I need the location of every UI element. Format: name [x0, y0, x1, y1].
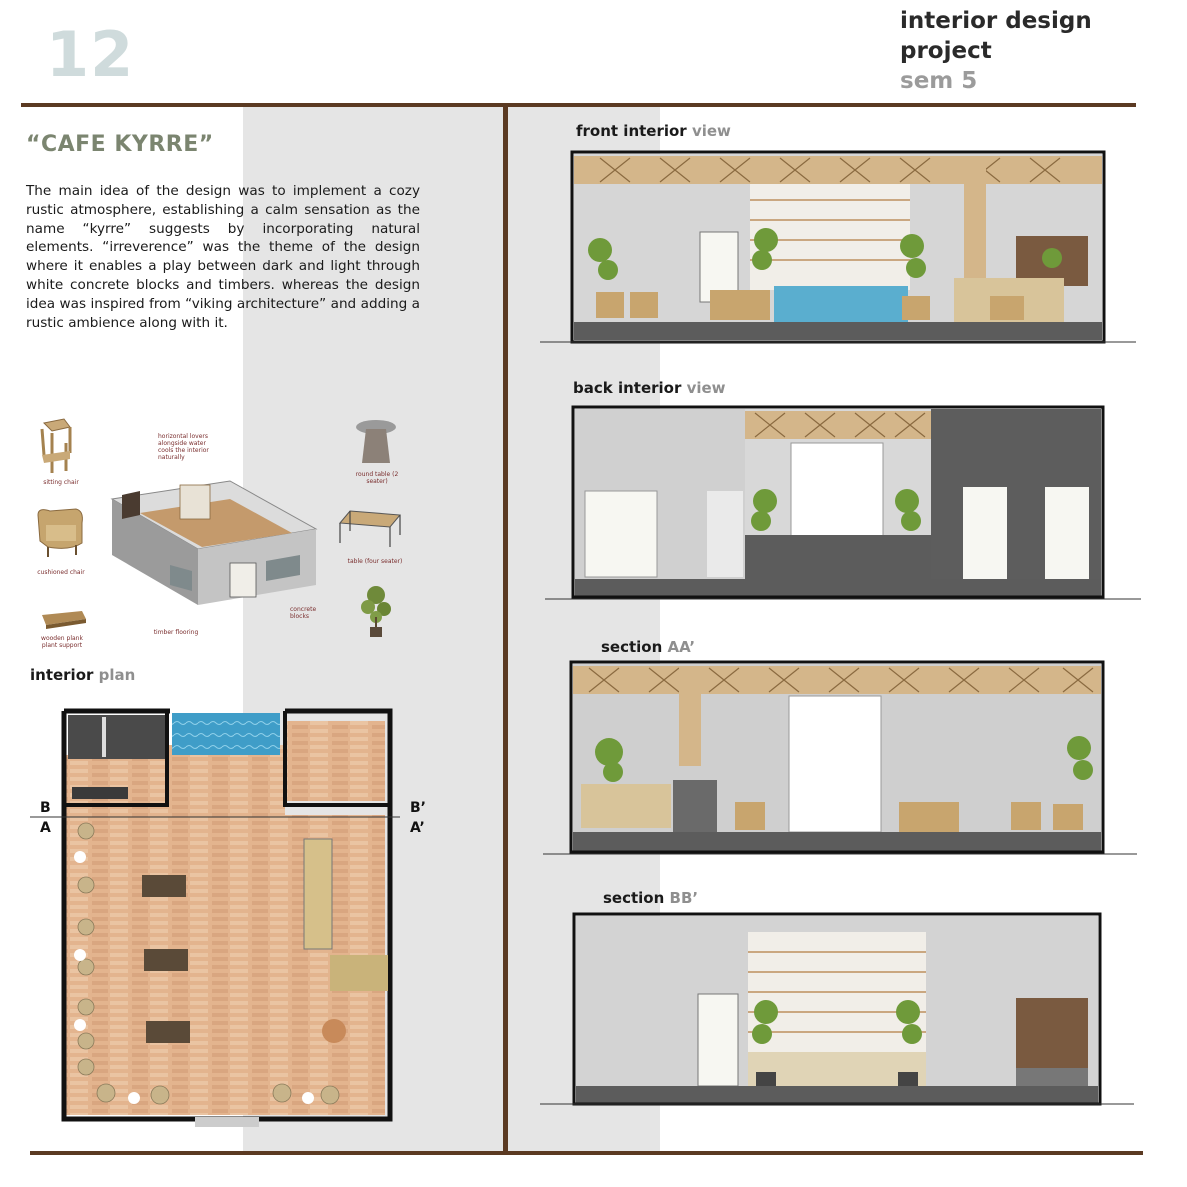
label-wooden-plank: wooden plank plant support [41, 635, 83, 649]
plan-mark-b: B [40, 800, 51, 816]
page-number: 12 [46, 18, 135, 91]
concept-description: The main idea of the design was to implement a cozy rustic atmosphere, establishing a calm sensation as the name “kyrre” suggests by incorporating natural elements. “irreverence” was the theme of the design where it enables a play between dark and light through white concrete blocks and timbers. whereas the design idea was inspired from “viking architecture” and adding a rustic ambience along with it. [26, 183, 420, 331]
label-concrete-blocks: concrete blocks [290, 606, 317, 620]
plan-mark-a-prime: A’ [410, 820, 425, 836]
project-title [900, 6, 1092, 96]
sitting-chair-icon [42, 419, 70, 473]
wooden-plank-icon [42, 611, 86, 629]
back-view-label [573, 379, 726, 397]
project-semester: sem 5 [900, 68, 978, 94]
section-bb-label-main: section [603, 889, 665, 907]
label-cushioned-chair: cushioned chair [37, 569, 85, 576]
plan-mark-a: A [40, 820, 51, 836]
section-bb-label-soft: BB’ [669, 889, 699, 907]
label-timber-flooring: timber flooring [153, 629, 199, 636]
isometric-model [112, 481, 316, 605]
table-four-seater-icon [340, 511, 400, 547]
round-table-icon [356, 420, 396, 463]
project-title-line1: interior design [900, 8, 1092, 34]
interior-plan-label-soft: plan [98, 666, 136, 684]
plant-icon [361, 586, 391, 637]
back-view-label-soft: view [686, 379, 726, 397]
front-interior-elevation [540, 150, 1140, 350]
section-aa-elevation [543, 660, 1143, 860]
section-aa-label-soft: AA’ [667, 638, 696, 656]
section-aa-label-main: section [601, 638, 663, 656]
cushioned-chair-icon [38, 509, 82, 557]
back-view-label-main: back interior [573, 379, 682, 397]
interior-plan-label-main: interior [30, 666, 94, 684]
bottom-rule [30, 1151, 1143, 1155]
front-view-label-main: front interior [576, 122, 687, 140]
interior-plan-drawing [30, 705, 400, 1135]
label-horizontal-lovers: horizontal lovers alongside water cools the interior naturally [158, 433, 209, 461]
front-view-label-soft: view [691, 122, 731, 140]
section-bb-label [603, 889, 698, 907]
top-rule [21, 103, 1136, 107]
plan-mark-b-prime: B’ [410, 800, 426, 816]
furniture-illustrations [30, 415, 430, 655]
column-divider [503, 107, 508, 1153]
section-aa-label [601, 638, 695, 656]
back-interior-elevation [545, 405, 1145, 605]
cafe-title: “CAFE KYRRE” [26, 132, 214, 157]
label-round-table: round table (2 seater) [355, 471, 399, 485]
interior-plan-label [30, 666, 135, 684]
project-title-line2: project [900, 38, 992, 64]
label-sitting-chair: sitting chair [43, 479, 79, 486]
section-bb-elevation [540, 912, 1140, 1112]
front-view-label [576, 122, 731, 140]
label-table-four-seater: table (four seater) [347, 558, 403, 565]
